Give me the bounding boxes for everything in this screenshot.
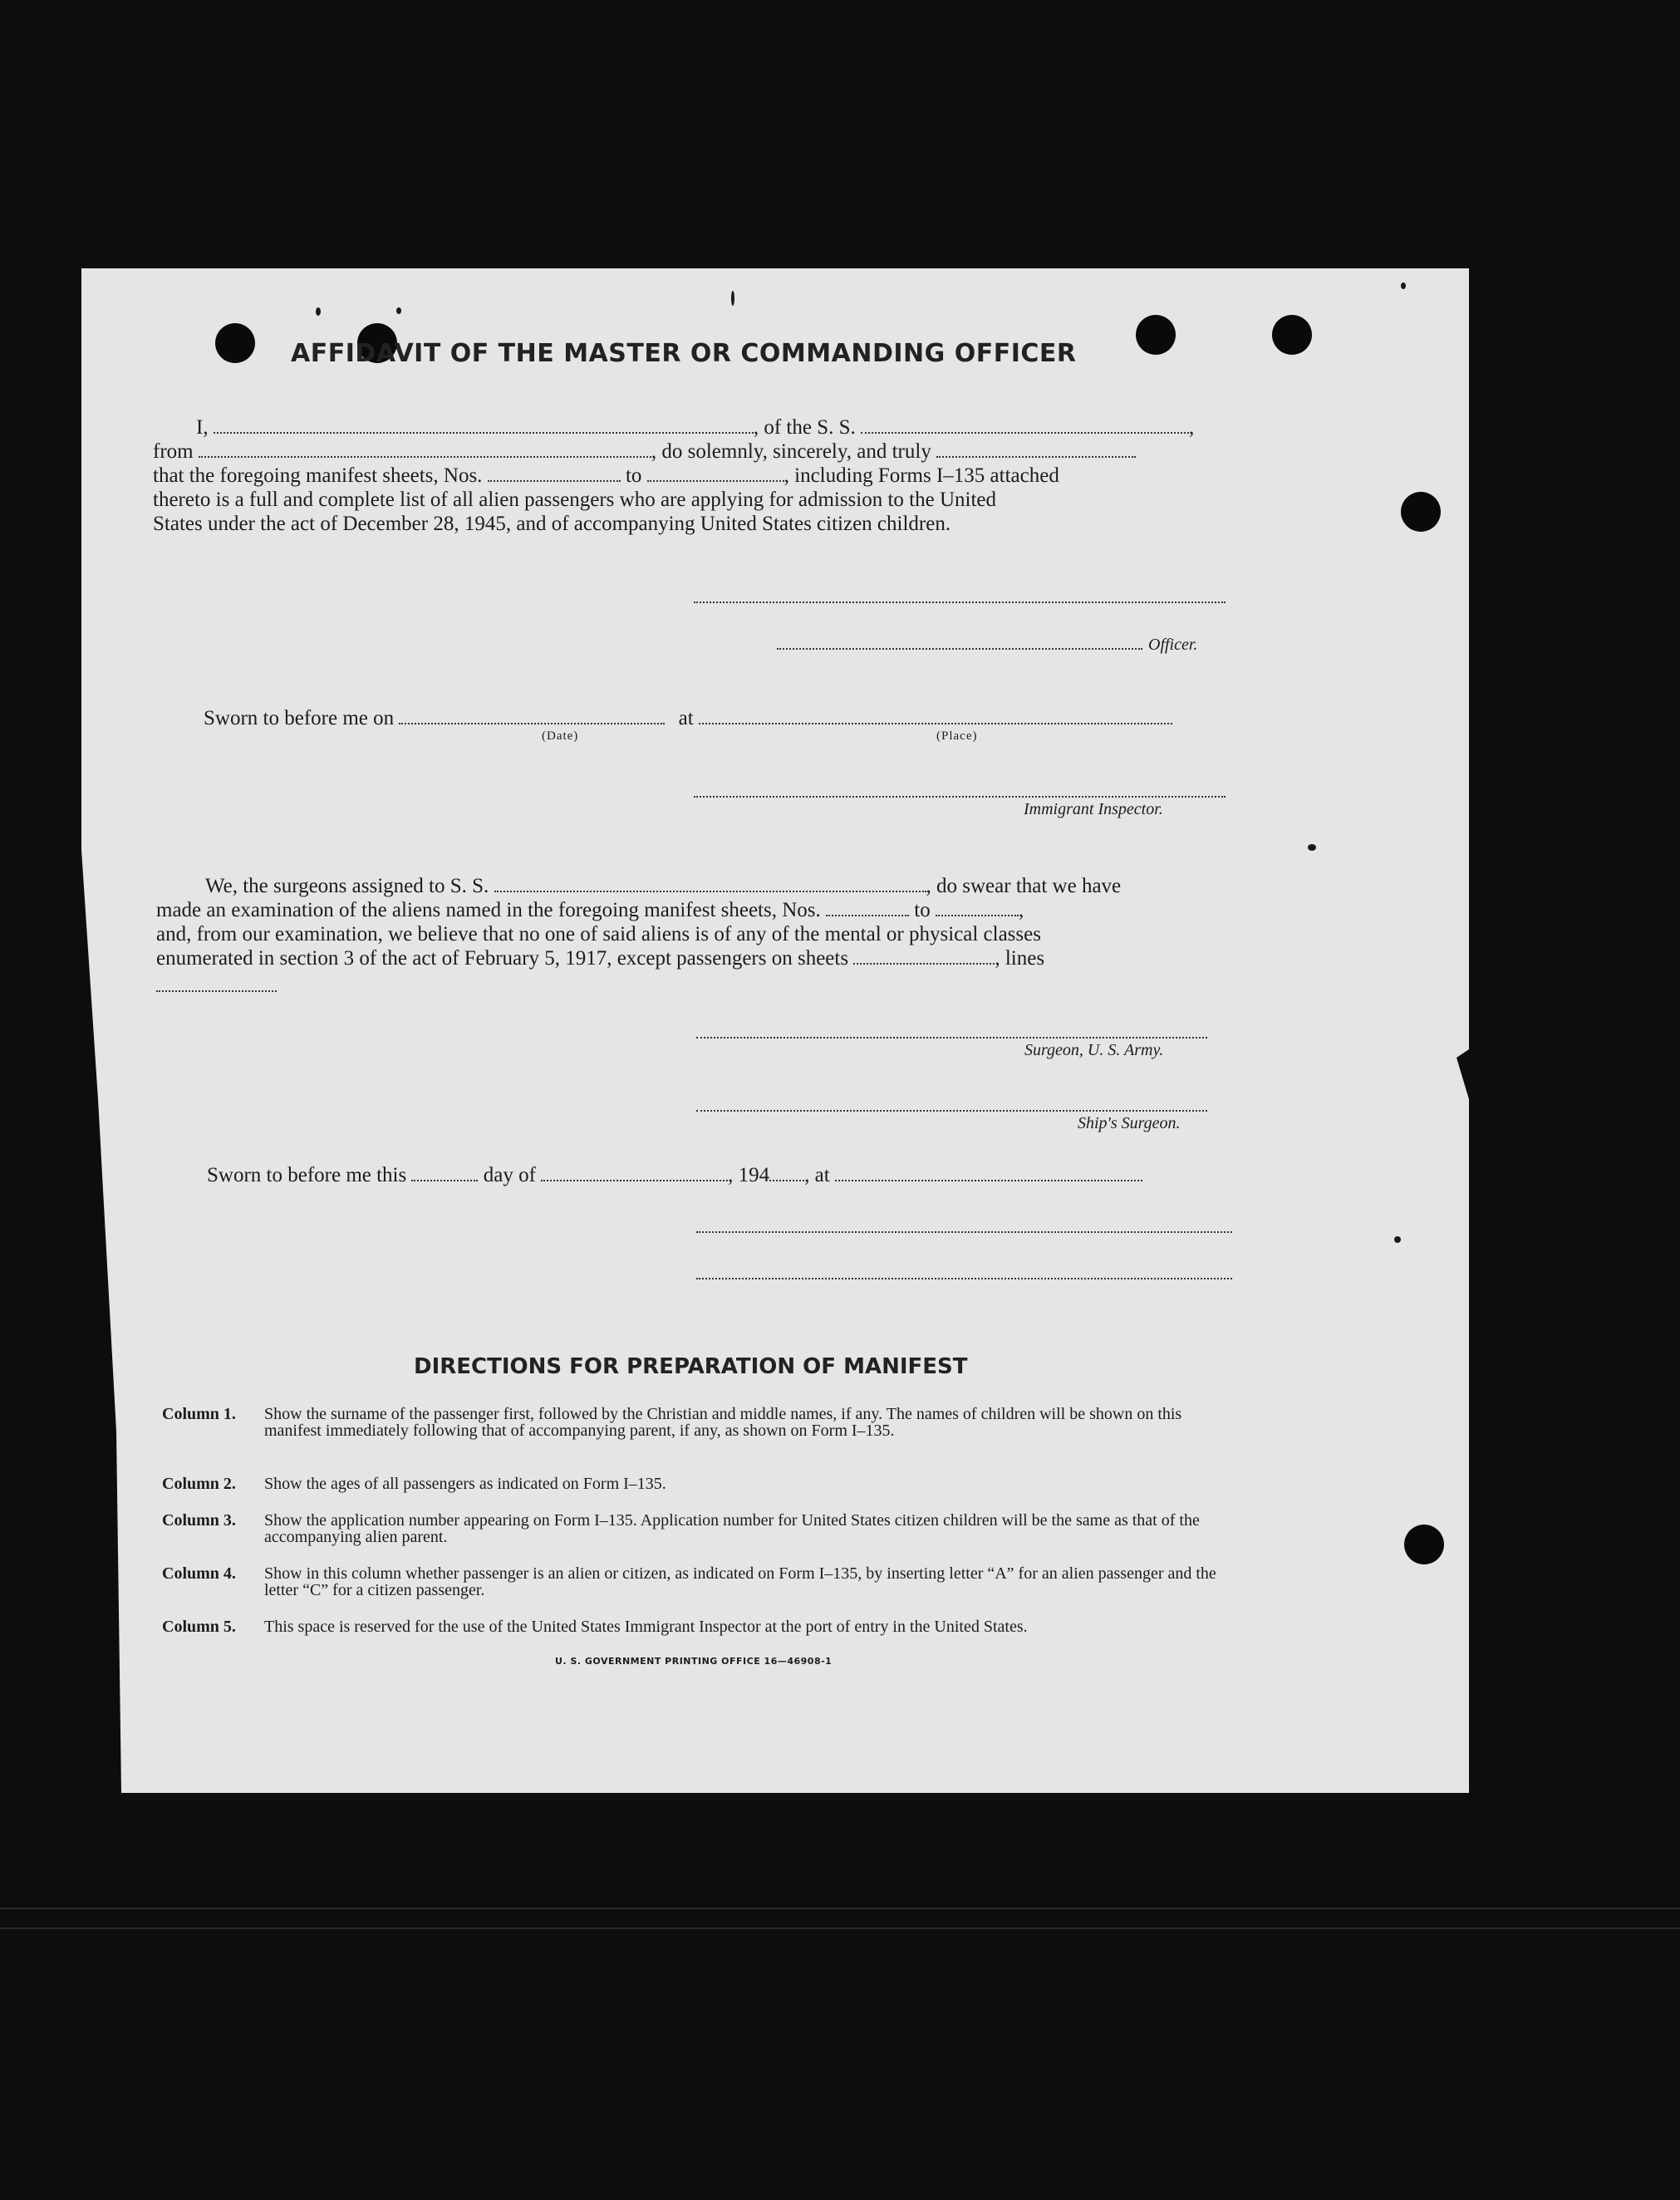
direction-column-3: Column 3. Show the application number appearing on Form I–135. Application number for United States citizen children will be the same as that of the accompanying alien parent.: [162, 1511, 1200, 1546]
directions-title: DIRECTIONS FOR PREPARATION OF MANIFEST: [414, 1354, 968, 1379]
punch-hole: [1401, 492, 1441, 532]
surgeons-line-2: made an examination of the aliens named in the foregoing manifest sheets, Nos. to ,: [156, 899, 1024, 921]
direction-column-2: Column 2. Show the ages of all passengers as indicated on Form I–135.: [162, 1475, 666, 1493]
ink-speck: [316, 307, 321, 316]
exam-sheet-to-field[interactable]: [936, 900, 1019, 916]
punch-hole: [1272, 315, 1312, 355]
printing-office-imprint: U. S. GOVERNMENT PRINTING OFFICE 16—46908-1: [555, 1656, 833, 1667]
officer-signature-line[interactable]: [777, 648, 1142, 650]
sworn-year-field[interactable]: [769, 1165, 804, 1181]
ship-surgeon-signature-line[interactable]: [696, 1110, 1207, 1112]
sworn-line: Sworn to before me on at: [204, 706, 1172, 731]
surgeons-line-4: enumerated in section 3 of the act of February 5, 1917, except passengers on sheets , lines: [156, 947, 1045, 970]
direction-column-5: Column 5. This space is reserved for the use of the United States Immigrant Inspector at the port of entry in the United States.: [162, 1618, 1028, 1636]
punch-hole: [1404, 1525, 1444, 1564]
affidavit-line-1: I, , of the S. S. ,: [196, 416, 1195, 439]
ink-speck: [396, 307, 401, 314]
affidavit-line-2: from , do solemnly, sincerely, and truly: [153, 440, 1136, 464]
direction-column-4: Column 4. Show in this column whether passenger is an alien or citizen, as indicated on Form I–135, by inserting letter “A” for an alien passenger and the letter “C” for a citizen passenger.: [162, 1564, 1216, 1599]
sworn-month-field[interactable]: [541, 1165, 728, 1181]
sworn-place-field[interactable]: [699, 708, 1172, 724]
sworn-signature-line-1[interactable]: [696, 1231, 1232, 1233]
sheet-to-field[interactable]: [647, 465, 784, 482]
surgeons-sworn-line: Sworn to before me this day of , 194 , at: [207, 1163, 1142, 1188]
army-surgeon-signature-line[interactable]: [696, 1037, 1207, 1039]
affidavit-title: AFFIDAVIT OF THE MASTER OR COMMANDING OFFICER: [291, 339, 1077, 368]
ship-surgeon-label: Ship's Surgeon.: [1078, 1114, 1181, 1132]
sworn-date-field[interactable]: [399, 708, 665, 724]
lines-field[interactable]: [156, 990, 277, 992]
army-surgeon-label: Surgeon, U. S. Army.: [1024, 1041, 1164, 1059]
officer-label: Officer.: [1148, 636, 1198, 654]
signature-line[interactable]: [694, 602, 1226, 603]
affidavit-line-5: States under the act of December 28, 1945, and of accompanying United States citizen children.: [153, 513, 951, 535]
surgeons-line-1: We, the surgeons assigned to S. S. , do swear that we have: [205, 875, 1122, 897]
except-sheets-field[interactable]: [853, 948, 995, 965]
ink-speck: [1401, 282, 1406, 289]
date-caption: (Date): [542, 729, 579, 743]
place-caption: (Place): [936, 729, 978, 743]
surgeons-ship-field[interactable]: [494, 876, 926, 892]
inspector-signature-line[interactable]: [694, 796, 1226, 798]
sworn-day-field[interactable]: [411, 1165, 478, 1181]
departure-port-field[interactable]: [199, 441, 651, 458]
surgeons-line-3: and, from our examination, we believe that no one of said aliens is of any of the mental or physical classes: [156, 923, 1041, 945]
ink-speck: [731, 291, 734, 306]
direction-column-1: Column 1. Show the surname of the passenger first, followed by the Christian and middle names, if any. The names of children will be shown on this manifest immediately following that of accompanying parent, if any, as shown on Form I–135.: [162, 1405, 1182, 1440]
exam-sheet-from-field[interactable]: [826, 900, 909, 916]
sworn-location-field[interactable]: [835, 1165, 1142, 1181]
ink-speck: [1308, 844, 1316, 851]
sworn-signature-line-2[interactable]: [696, 1278, 1232, 1279]
master-name-field[interactable]: [214, 417, 754, 434]
scan-line-top: [0, 1908, 1680, 1909]
sheet-from-field[interactable]: [488, 465, 621, 482]
affidavit-line-4: thereto is a full and complete list of all alien passengers who are applying for admission to the United: [153, 489, 997, 511]
affidavit-line-3: that the foregoing manifest sheets, Nos. to , including Forms I–135 attached: [153, 464, 1059, 487]
punch-hole: [215, 323, 255, 363]
scan-line-bottom: [0, 1927, 1680, 1929]
oath-field[interactable]: [936, 441, 1136, 458]
punch-hole: [1136, 315, 1176, 355]
ink-speck: [1394, 1236, 1401, 1243]
ship-name-field[interactable]: [861, 417, 1189, 434]
inspector-label: Immigrant Inspector.: [1024, 800, 1163, 818]
